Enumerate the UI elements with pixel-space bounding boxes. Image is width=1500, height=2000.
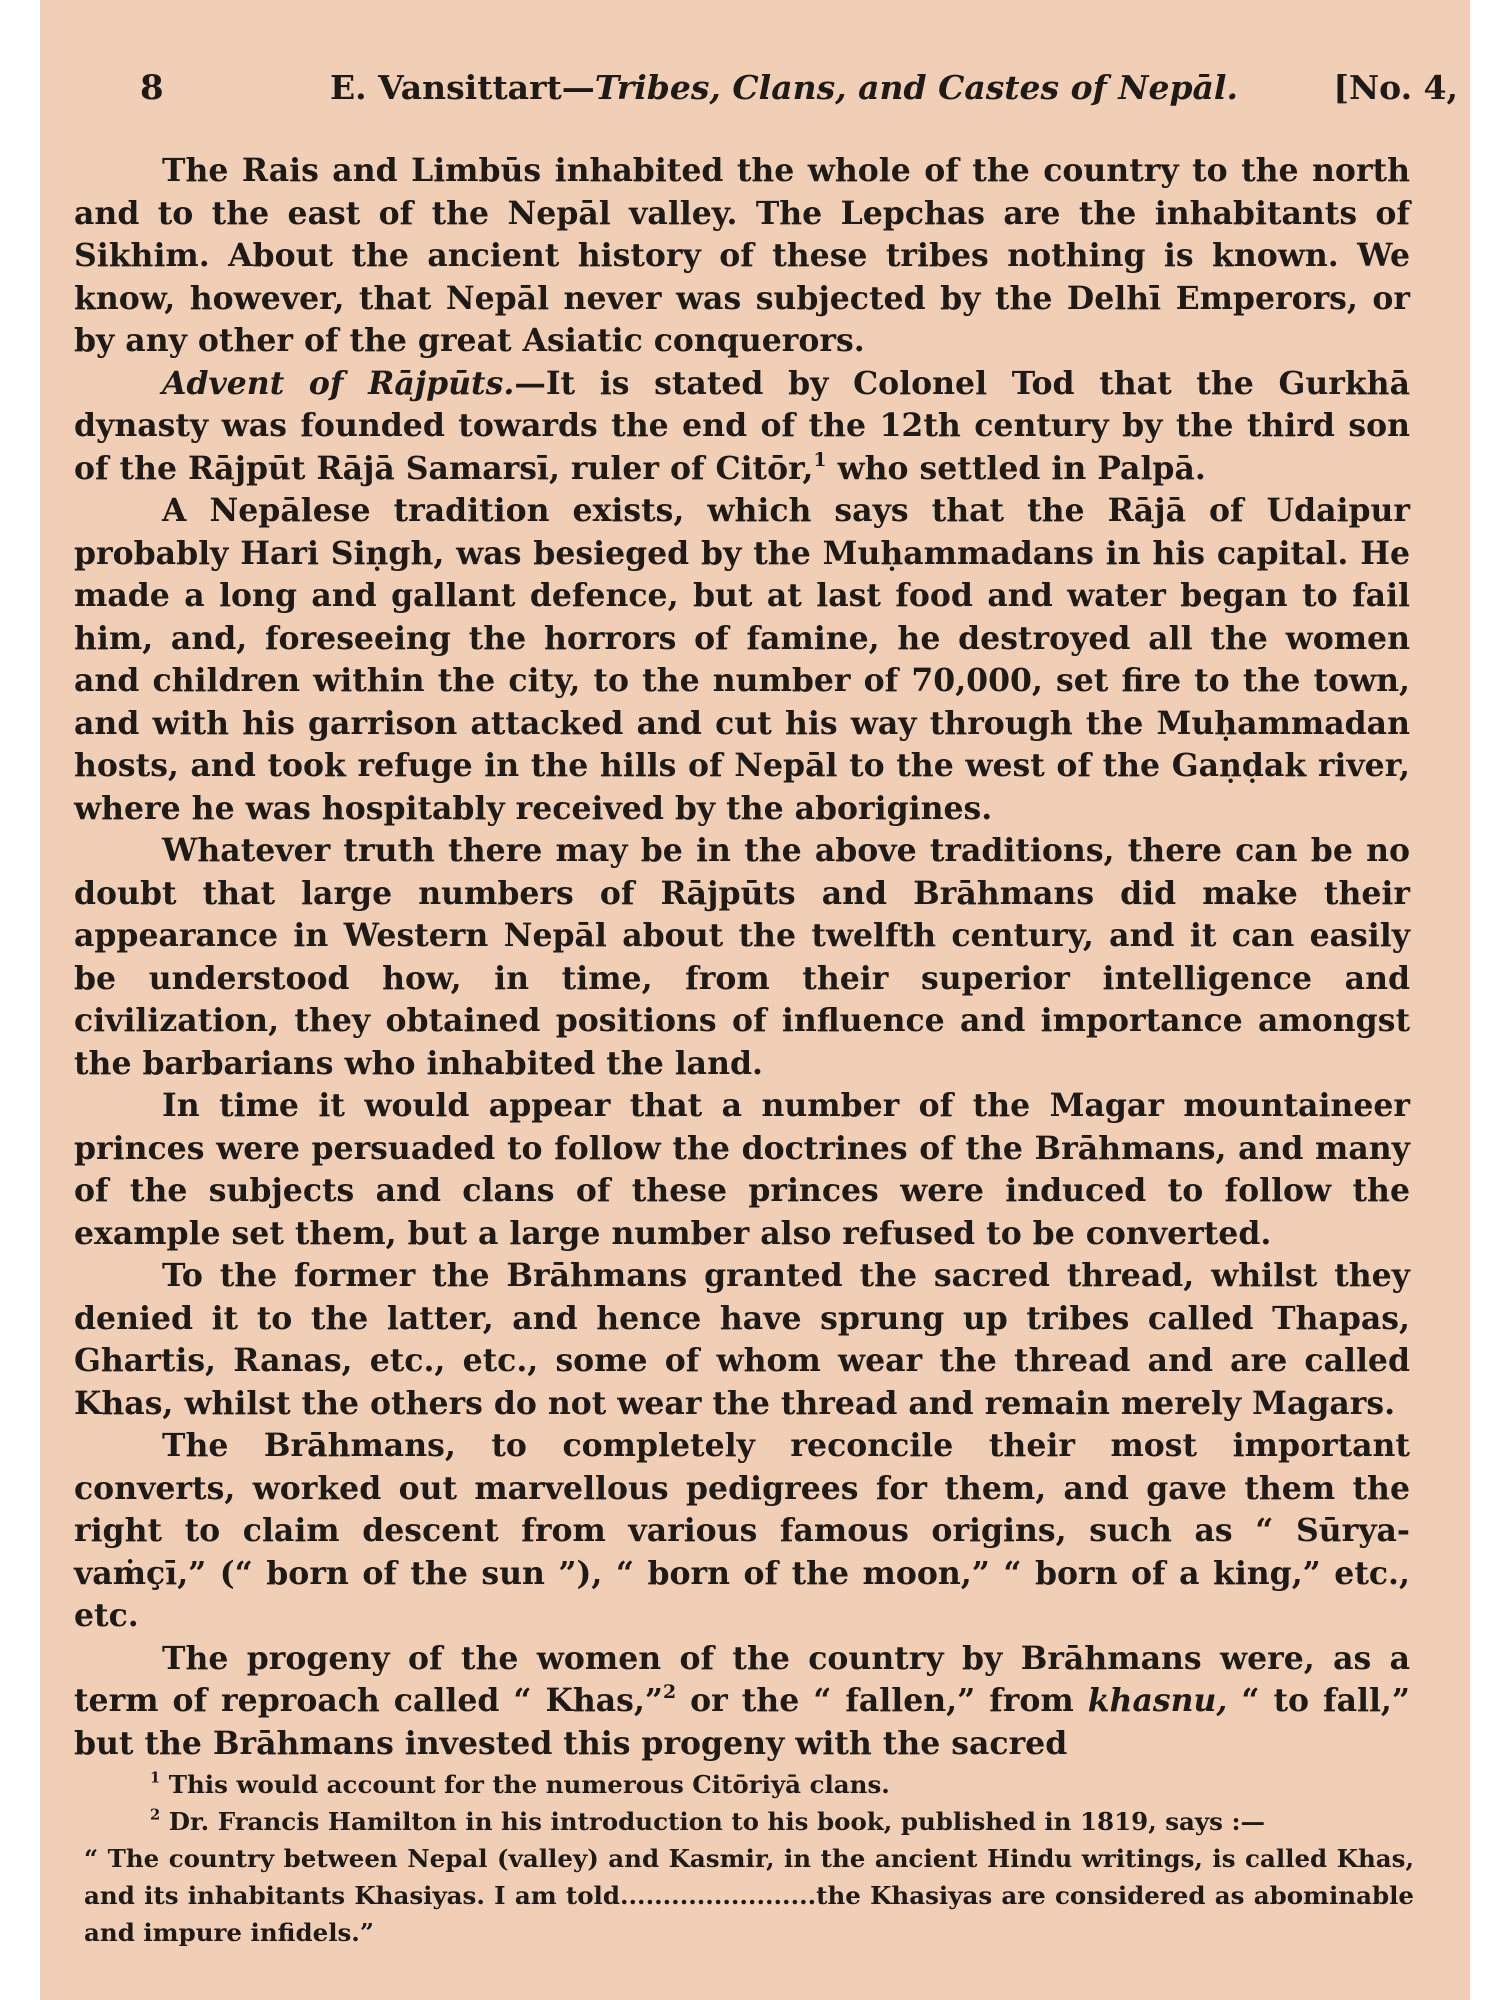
footnote-text: Dr. Francis Hamilton in his introduction to his book, published in 1819, says :— (168, 1807, 1266, 1836)
footnote-quote (84, 1840, 1414, 1951)
footnote (84, 1803, 1414, 1840)
footnote-ref[interactable]: 1 (813, 448, 827, 471)
paragraph-text: To the former the Brāhmans granted the sacred thread, whilst they denied it to the latter, and hence have sprung up tribes called Thapas, Ghartis, Ranas, etc., etc., some of whom wear the thread and are called Khas, whilst the others do not wear the thread and remain merely Magars. (74, 1257, 1410, 1422)
paragraph-text: —It is stated by Colonel Tod that the Gurkhā dynasty was founded towards the end of the 12th century by the third son of the Rājpūt Rājā Samarsī, ruler of Citōr, (74, 364, 1410, 487)
issue-number: [No. 4, (1333, 68, 1458, 107)
paragraph (74, 1425, 1410, 1638)
article-body (74, 150, 1410, 1765)
paragraph (74, 490, 1410, 830)
paragraph (74, 830, 1410, 1085)
footnote-quote-text: “ The country between Nepal (valley) and Kasmir, in the ancient Hindu writings, is called Khas, and its inhabitants Khasiyas. I am told.......................the Khasiyas are considered as abominable and impure infidels.” (84, 1844, 1414, 1947)
footnote-marker: 2 (150, 1806, 161, 1824)
footnote (84, 1766, 1414, 1803)
article-title: Tribes, Clans, and Castes of Nepāl. (594, 68, 1238, 107)
running-title (330, 68, 1238, 107)
paragraph (74, 1085, 1410, 1255)
running-header (140, 68, 1458, 118)
paragraph (74, 150, 1410, 363)
paragraph-text: Whatever truth there may be in the above traditions, there can be no doubt that large numbers of Rājpūts and Brāhmans did make their appearance in Western Nepāl about the twelfth century, and it can easily be understood how, in time, from their superior intelligence and civilization, they obtained positions of influence and importance amongst the barbarians who inhabited the land. (74, 832, 1410, 1082)
footnote-text: This would account for the numerous Citōriyā clans. (168, 1770, 890, 1799)
paragraph-text: In time it would appear that a number of the Magar mountaineer princes were persuaded to follow the doctrines of the Brāhmans, and many of the subjects and clans of these princes were induced to follow the example set them, but a large number also refused to be converted. (74, 1087, 1410, 1252)
paragraph-text: who settled in Palpā. (826, 449, 1206, 487)
paragraph (74, 363, 1410, 491)
paragraph-text: The Brāhmans, to completely reconcile their most important converts, worked out marvellous pedigrees for them, and gave them the right to claim descent from various famous origins, such as “ Sūrya-vaṁçī,” (“ born of the sun ”), “ born of the moon,” “ born of a king,” etc., etc. (74, 1427, 1410, 1634)
footnote-marker: 1 (150, 1769, 161, 1787)
italic-term: khasnu, (1087, 1682, 1228, 1719)
section-heading: Advent of Rājpūts. (162, 364, 515, 402)
paragraph (74, 1638, 1410, 1766)
paragraph-text: or the “ fallen,” from (676, 1682, 1088, 1719)
author-name: E. Vansittart— (330, 68, 595, 107)
paragraph-text: “ to fall,” but the Brāhmans invested this progeny with the sacred (74, 1682, 1410, 1762)
footnotes (84, 1766, 1414, 1951)
page-number: 8 (140, 68, 164, 108)
footnote-ref[interactable]: 2 (663, 1680, 677, 1703)
paragraph-text: The progeny of the women of the country by Brāhmans were, as a term of reproach called “ Khas,” (74, 1639, 1410, 1719)
paragraph (74, 1255, 1410, 1425)
paragraph-text: A Nepālese tradition exists, which says that the Rājā of Udaipur probably Hari Siṇgh, was besieged by the Muḥammadans in his capital. He made a long and gallant defence, but at last food and water began to fail him, and, foreseeing the horrors of famine, he destroyed all the women and children within the city, to the number of 70,000, set fire to the town, and with his garrison attacked and cut his way through the Muḥammadan hosts, and took refuge in the hills of Nepāl to the west of the Gaṇḍak river, where he was hospitably received by the aborigines. (74, 492, 1410, 827)
paragraph-text: The Rais and Limbūs inhabited the whole of the country to the north and to the east of the Nepāl valley. The Lepchas are the inhabitants of Sikhim. About the ancient history of these tribes nothing is known. We know, however, that Nepāl never was subjected by the Delhī Emperors, or by any other of the great Asiatic conquerors. (74, 152, 1410, 359)
